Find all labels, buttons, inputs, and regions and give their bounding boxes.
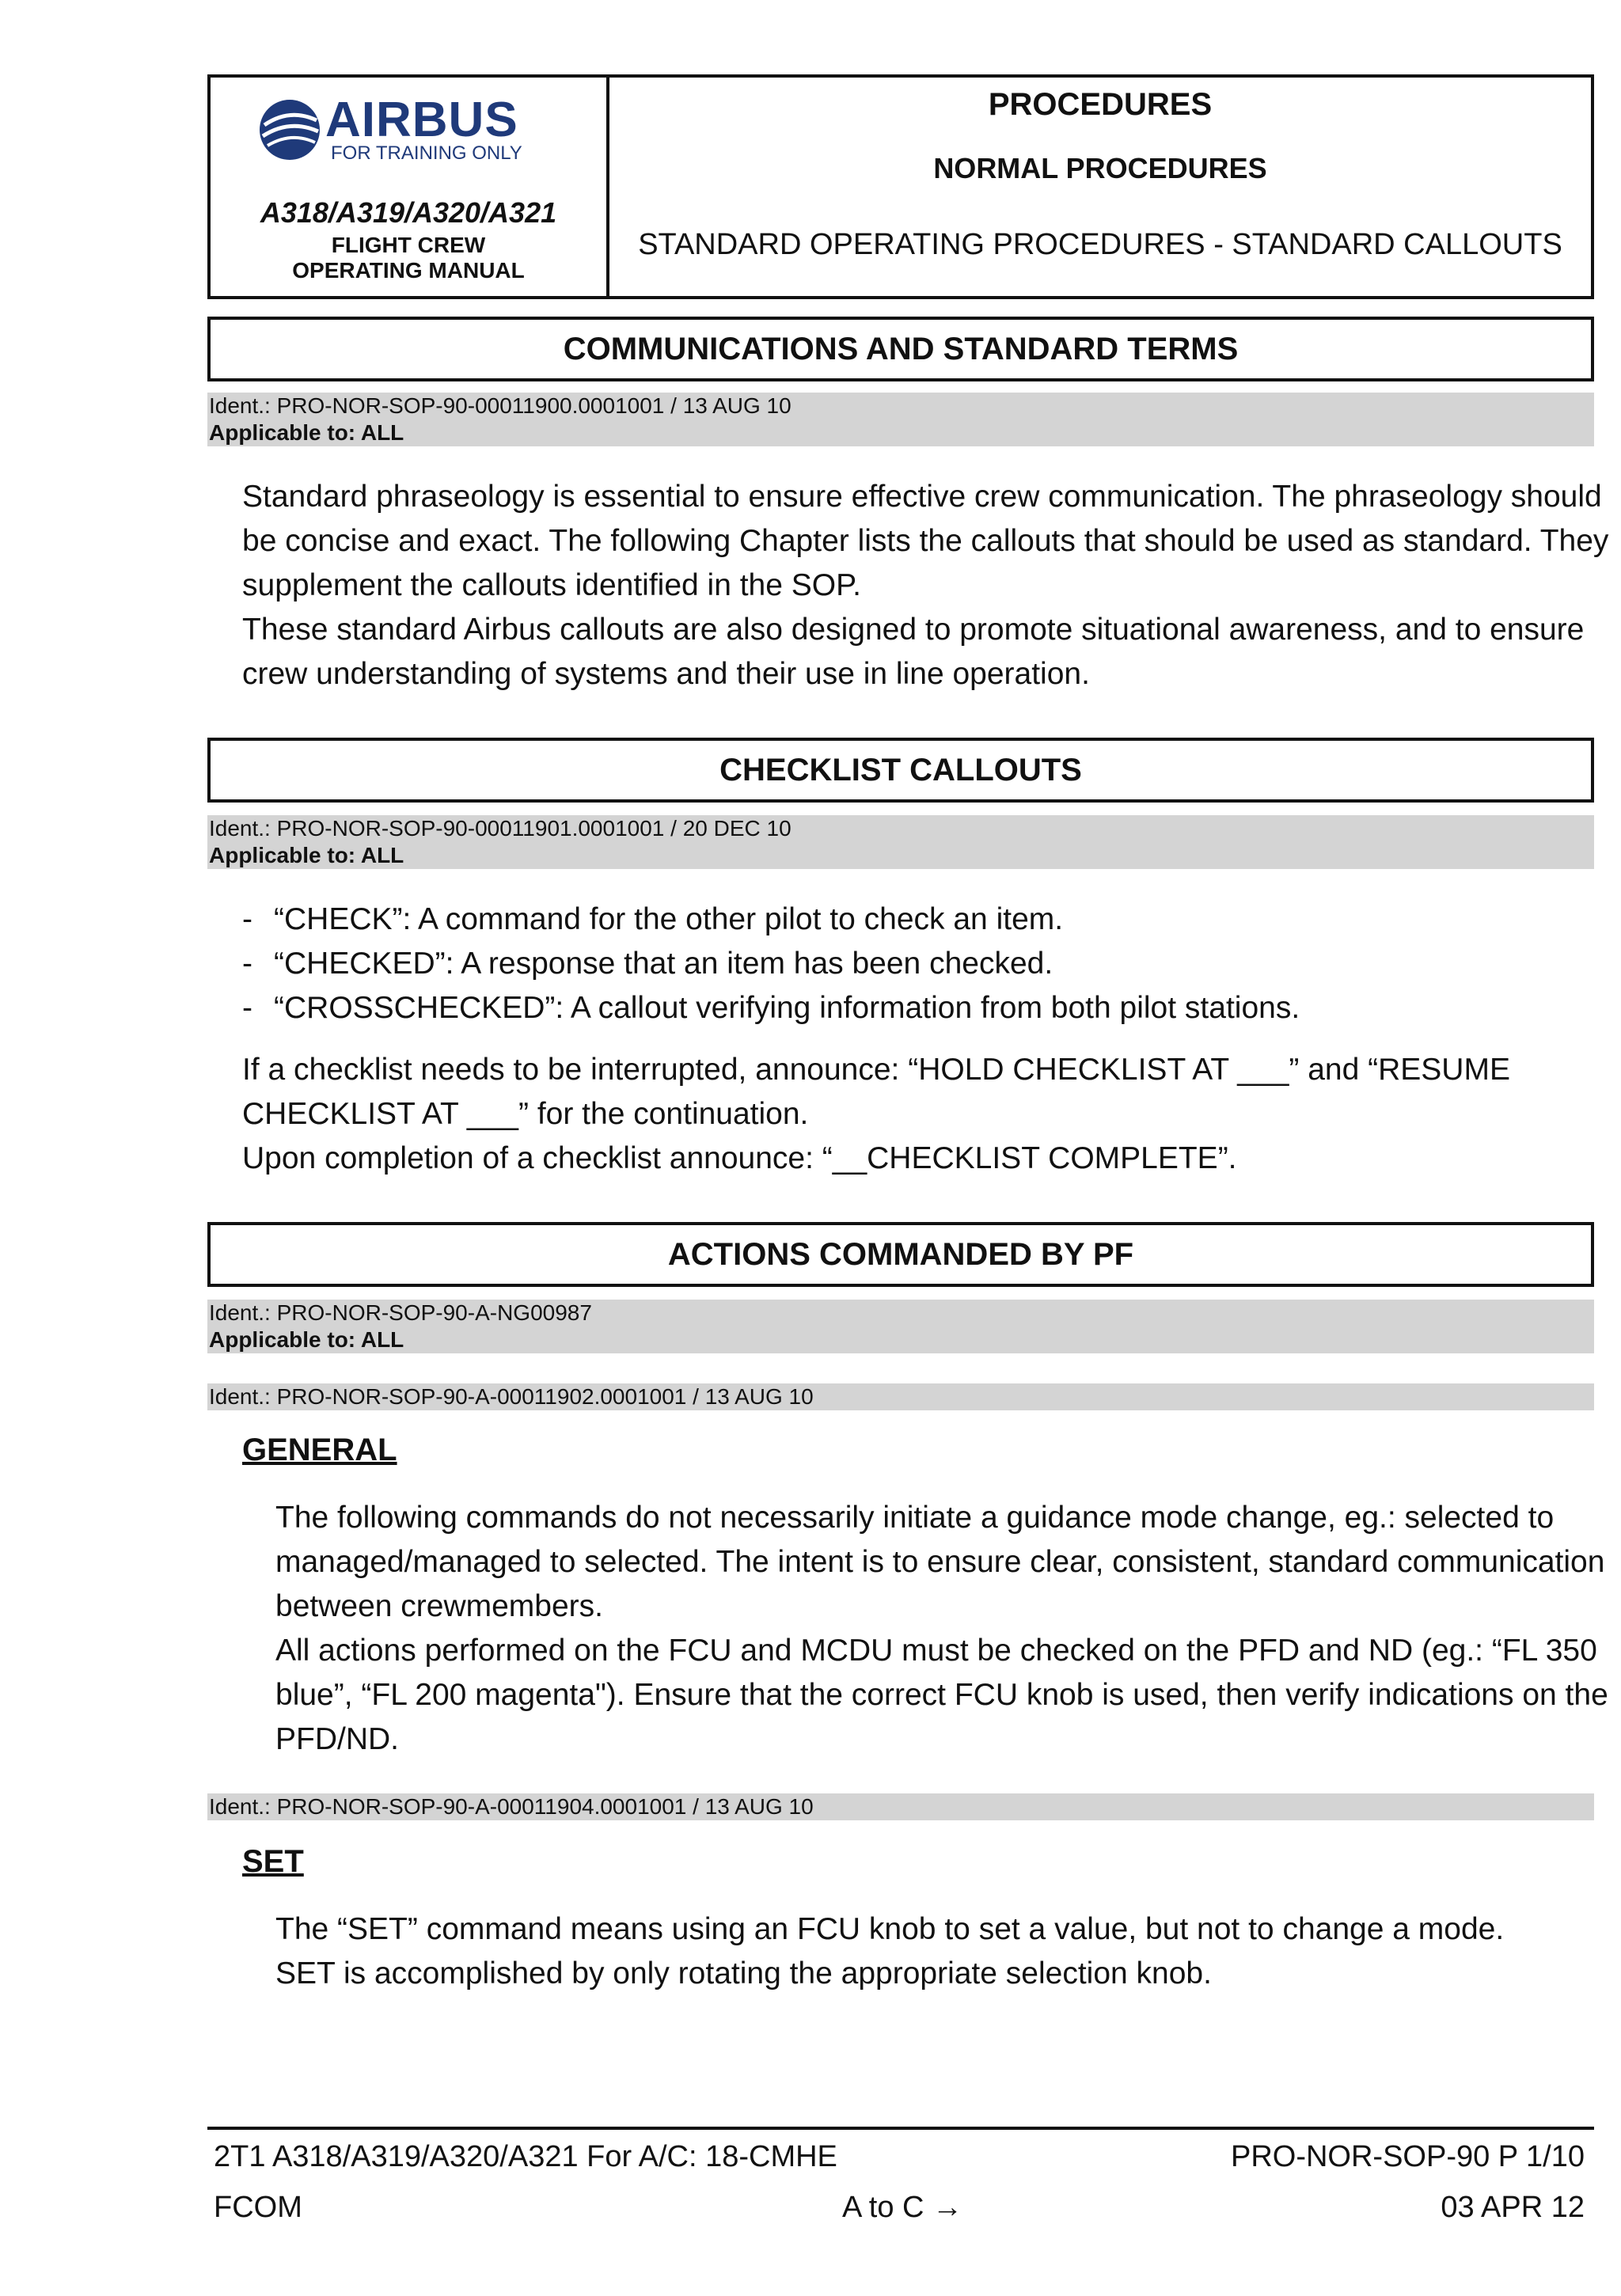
callout-bullet-list xyxy=(242,898,1300,1030)
footer-manual: FCOM xyxy=(214,2191,302,2224)
aircraft-model: A318/A319/A320/A321 xyxy=(260,196,557,229)
text-line: managed/managed to selected. The intent is to ensure clear, consistent, standard communication xyxy=(275,1545,1605,1579)
list-item: - “CROSSCHECKED”: A callout verifying information from both pilot stations. xyxy=(242,991,1300,1025)
applicability-text: Applicable to: ALL xyxy=(209,1327,404,1352)
footer-aircraft: 2T1 A318/A319/A320/A321 For A/C: 18-CMHE xyxy=(214,2140,837,2173)
manual-name-line2: OPERATING MANUAL xyxy=(292,258,525,283)
ident-text: Ident.: PRO-NOR-SOP-90-A-NG00987 xyxy=(209,1300,592,1325)
ident-band xyxy=(207,1383,1594,1410)
applicability-text: Applicable to: ALL xyxy=(209,420,404,445)
section-title-actions-commanded: ACTIONS COMMANDED BY PF xyxy=(207,1222,1594,1287)
training-only-label: FOR TRAINING ONLY xyxy=(331,142,522,164)
ident-text: Ident.: PRO-NOR-SOP-90-A-00011904.0001001 / 13 AUG 10 xyxy=(209,1794,814,1819)
text-line: be concise and exact. The following Chapter lists the callouts that should be used as standard. They xyxy=(242,524,1609,558)
section-title-checklist-callouts: CHECKLIST CALLOUTS xyxy=(207,738,1594,803)
text-line: PFD/ND. xyxy=(275,1722,399,1756)
text-line: crew understanding of systems and their use in line operation. xyxy=(242,657,1090,691)
manual-name-line1: FLIGHT CREW xyxy=(331,233,486,257)
communications-paragraph xyxy=(242,475,1608,696)
subheading-set: SET xyxy=(242,1844,304,1879)
logo-wordmark: AIRBUS xyxy=(325,93,518,147)
text-line: If a checklist needs to be interrupted, announce: “HOLD CHECKLIST AT ___” and “RESUME xyxy=(242,1053,1510,1087)
footer-rule xyxy=(207,2127,1594,2130)
ident-text: Ident.: PRO-NOR-SOP-90-00011901.0001001 / 20 DEC 10 xyxy=(209,816,792,841)
text-line: between crewmembers. xyxy=(275,1589,603,1623)
set-paragraph xyxy=(275,1907,1504,1996)
ident-text: Ident.: PRO-NOR-SOP-90-00011900.0001001 / 13 AUG 10 xyxy=(209,393,792,418)
text-line: supplement the callouts identified in the SOP. xyxy=(242,568,861,602)
text-line: blue”, “FL 200 magenta"). Ensure that the correct FCU knob is used, then verify indications on the xyxy=(275,1678,1608,1712)
list-item: - “CHECK”: A command for the other pilot to check an item. xyxy=(242,902,1064,936)
globe-icon xyxy=(256,97,323,163)
text-line: The “SET” command means using an FCU knob to set a value, but not to change a mode. xyxy=(275,1912,1505,1946)
subheading-general: GENERAL xyxy=(242,1433,397,1467)
footer-effectivity: A to C → xyxy=(842,2191,963,2224)
section-title-communications: COMMUNICATIONS AND STANDARD TERMS xyxy=(207,317,1594,381)
text-line: All actions performed on the FCU and MCDU must be checked on the PFD and ND (eg.: “FL 350 xyxy=(275,1634,1597,1668)
list-item: - “CHECKED”: A response that an item has been checked. xyxy=(242,947,1053,981)
ident-text: Ident.: PRO-NOR-SOP-90-A-00011902.0001001 / 13 AUG 10 xyxy=(209,1384,814,1409)
general-paragraph xyxy=(275,1496,1608,1762)
text-line: The following commands do not necessarily initiate a guidance mode change, eg.: selected to xyxy=(275,1501,1555,1535)
checklist-paragraph xyxy=(242,1048,1510,1181)
text-line: Upon completion of a checklist announce: “__CHECKLIST COMPLETE”. xyxy=(242,1141,1237,1175)
ident-band xyxy=(207,393,1594,446)
airbus-logo xyxy=(211,78,606,296)
footer-page-id: PRO-NOR-SOP-90 P 1/10 xyxy=(1230,2140,1585,2173)
text-line: SET is accomplished by only rotating the appropriate selection knob. xyxy=(275,1956,1212,1990)
ident-band xyxy=(207,1300,1594,1353)
text-line: Standard phraseology is essential to ensure effective crew communication. The phraseology should xyxy=(242,480,1602,514)
ident-band xyxy=(207,1793,1594,1820)
footer-date: 03 APR 12 xyxy=(1441,2191,1585,2224)
document-header xyxy=(207,74,1594,299)
applicability-text: Applicable to: ALL xyxy=(209,843,404,867)
page-title: PROCEDURES xyxy=(988,87,1213,122)
ident-band xyxy=(207,815,1594,869)
chapter-title: STANDARD OPERATING PROCEDURES - STANDARD CALLOUTS xyxy=(638,228,1562,261)
text-line: CHECKLIST AT ___” for the continuation. xyxy=(242,1097,809,1131)
page-subtitle: NORMAL PROCEDURES xyxy=(933,152,1267,184)
text-line: These standard Airbus callouts are also designed to promote situational awareness, and to ensure xyxy=(242,613,1585,647)
